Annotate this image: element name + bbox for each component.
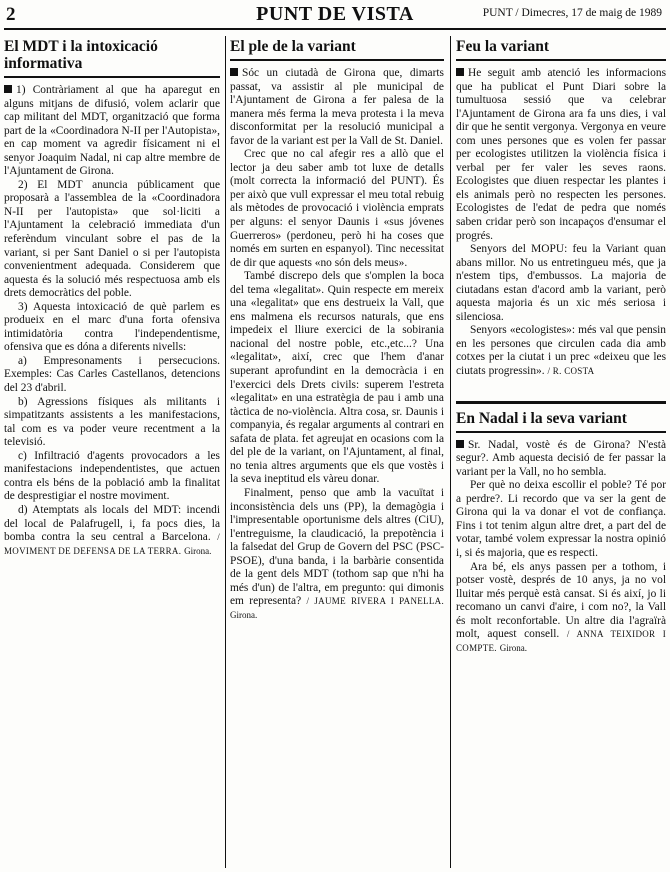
- bullet-square-icon: [456, 440, 464, 448]
- section-title: PUNT DE VISTA: [256, 3, 414, 25]
- bullet-square-icon: [230, 68, 238, 76]
- article-signature: / JAUME RIVERA I PANELLA.: [306, 596, 444, 607]
- article-paragraph: Crec que no cal afegir res a allò que el lector ja deu saber amb tot luxe de detalls (molt correcta la informació del PUNT). És per això que vull expressar el meu total rebuig als mètodes de provocació i violència emprats per alguns: el senyor Daunis i «sus jóvenes Guerreros» (perdoneu, però hi ha coses que només em surten en espanyol). Tinc necessitat de dir que aquests «no són dels meus».: [230, 148, 444, 269]
- title-rule: [456, 59, 666, 61]
- article-paragraph: c) Infiltració d'agents provocadors a les manifestacions independentistes, que actuen contra els béns de la població amb la finalitat de desprestigiar el nostre moviment.: [4, 449, 220, 503]
- page-header: [0, 0, 670, 30]
- article-paragraph: b) Agressions físiques als militants i simpatitzants assistents a les manifestacions, tal com es va poder veure recentment a la televisió.: [4, 395, 220, 449]
- article-place: Girona.: [499, 642, 527, 653]
- article-paragraph: 3) Aquesta intoxicació de què parlem es produeix en el marc d'una forta ofensiva intimidatòria contra l'independentisme, ofensiva que es dóna a diferents nivells:: [4, 300, 220, 354]
- page-number: 2: [6, 4, 16, 25]
- bullet-square-icon: [456, 68, 464, 76]
- title-rule: [230, 59, 444, 61]
- article-signature: / R. COSTA: [547, 366, 595, 377]
- article-paragraph: 1) Contràriament al que ha aparegut en alguns mitjans de difusió, volem aclarir que cap militant del MDT, organització que forma part de la «Coordinadora N-II per l'Autopista», en cap moment va agredir físicament ni el senyor Joaquim Nadal, ni cap altre membre de l'Ajuntament de Girona.: [4, 84, 220, 178]
- title-rule: [4, 76, 220, 78]
- column-right: [456, 36, 666, 866]
- article-title: El ple de la variant: [230, 38, 356, 55]
- article-paragraph: Per què no deixa escollir el poble? Té por a perdre?. Li recordo que va ser la gent de Girona qui la va donar el vot de confiança. Fins i tot tenim algun altre dret, a part del de votar, també volem expressar la nostra opinió i, si és majoria, que es respecti.: [456, 479, 666, 559]
- article-paragraph: He seguit amb atenció les informacions que ha publicat el Punt Diari sobre la tumultuosa sessió que va celebrar l'Ajuntament de Girona ara fa uns dies, i val dir que he sentit vergonya. Vergonya en veure com unes persones que es volen fer passar per ecologistes utilitzen la violència física i verbal per fer valer les seves raons. Ecologistes que diuen respectar les plantes i els animals però no respecten les persones. Ecologistes de l'edat de pedra que només saben cridar però son incapaços d'ensumar el progrés.: [456, 67, 666, 242]
- article-signature: / ANNA TEIXIDOR I COMPTE.: [456, 629, 666, 653]
- bullet-square-icon: [4, 85, 12, 93]
- article-paragraph: Ara bé, els anys passen per a tothom, i potser vostè, després de 10 anys, ja no vol lluitar més perquè està cansat. Si és així, jo li recomano un canvi d'aire, i com no?, la Vall és molt reconfortable. Un altre dia l'agraïrà molt, aquest consell. / ANNA TEIXIDOR I COMPTE. Girona.: [456, 560, 666, 653]
- column-divider-2: [450, 36, 451, 868]
- article-paragraph: Sóc un ciutadà de Girona que, dimarts passat, va assistir al ple municipal de l'Ajuntament de Girona a fer palesa de la manera més ferma la meva protesta i la meva disconformitat per la resolució municipal a favor de la variant est per la Vall de St. Daniel.: [230, 67, 444, 147]
- article-title: Feu la variant: [456, 38, 549, 55]
- article-mdt: [4, 36, 220, 866]
- title-rule: [456, 431, 666, 433]
- article-title: En Nadal i la seva variant: [456, 409, 627, 427]
- article-place: Girona.: [230, 609, 258, 620]
- article-separator: [456, 379, 666, 401]
- issue-line: PUNT / Dimecres, 17 de maig de 1989: [482, 7, 662, 19]
- article-paragraph: També discrepo dels que s'omplen la boca del tema «legalitat». Quin respecte em mereix una «legalitat» que ens destrueix la Vall, que ens malmena els recursos naturals, que ens impedeix el lliure exercici de la sobirania nacional del nostre poble, etc.,etc...? Una «legalitat», així, crec que l'hem d'anar superant aprofundint en la democràcia i en l'exercici dels Drets civils: superem l'estreta «legalitat» en una estratègia de pau i amb una tàctica de no-violència. Altra cosa, sr. Daunis i companyia, és regalar arguments al contrari en safata de plata. fet agreujat en ocasions com la del ple de la variant, on l'Ajuntament, al final, no tenia altres arguments que els que vostès i la seva ineptitud els vàreu donar.: [230, 270, 444, 486]
- article-ple-variant: [230, 36, 444, 866]
- article-title: El MDT i la intoxicació informativa: [4, 38, 158, 72]
- article-signature: / MOVIMENT DE DEFENSA DE LA TERRA.: [4, 532, 220, 556]
- article-place: Girona.: [184, 545, 212, 556]
- article-paragraph: Finalment, penso que amb la vacuïtat i inconsistència dels uns (PP), la demagògia i l'impresentable oportunisme dels altres (CiU), l'entreguisme, la claudicació, la prepotència i la falsedat del Grup de Govern del PSC (PSC-PSOE), d'una banda, i la barbàrie consentida de la gent dels MDT (tothom sap que n'hi ha més d'un) de l'altra, em pregunto: qui dimonis em representa? / JAUME RIVERA I PANELLA. Girona.: [230, 486, 444, 620]
- article-paragraph: Senyors del MOPU: feu la Variant quan abans millor. No us entretingueu més, que ja n'estem tips, d'embussos. La majoria de ciutadans estan d'acord amb la variant, però aquesta majoria és un xic més seriosa i silenciosa.: [456, 243, 666, 323]
- article-paragraph: a) Empresonaments i persecucions. Exemples: Cas Carles Castellanos, detencions del 23 d'abril.: [4, 354, 220, 395]
- article-paragraph: Sr. Nadal, vostè és de Girona? N'està segur?. Amb aquesta decisió de fer passar la variant per la Vall, no ho sembla.: [456, 438, 666, 478]
- column-divider-1: [225, 36, 226, 868]
- article-top-rule: [456, 401, 666, 404]
- header-rule: [4, 28, 666, 30]
- article-paragraph: d) Atemptats als locals del MDT: incendi del local de Palafrugell, i, fa pocs dies, la bomba contra la seu central a Barcelona. / MOVIMENT DE DEFENSA DE LA TERRA. Girona.: [4, 503, 220, 556]
- article-paragraph: Senyors «ecologistes»: més val que pensin en les persones que circulen cada dia amb cotxes per la ciutat i un prec «deixeu que les ciutats progressin». / R. COSTA: [456, 324, 666, 378]
- article-paragraph: 2) El MDT anuncia públicament que proposarà a l'assemblea de la «Coordinadora N-II per l'autopista» que sol·liciti a l'Ajuntament la celebració immediata d'un referèndum vinculant sobre el pas de la variant, si per Sant Daniel o si per l'autopista convenientment adequada. Considerem que aquesta és la solució més respectuosa amb els drets democràtics del poble.: [4, 178, 220, 300]
